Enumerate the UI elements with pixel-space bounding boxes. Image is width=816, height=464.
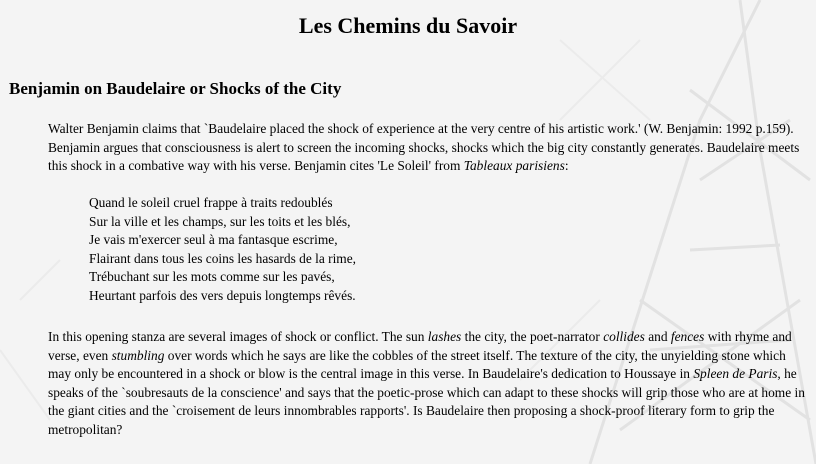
poem-block [89, 194, 356, 305]
poem-line: Heurtant parfois des vers depuis longtemps rêvés. [89, 287, 356, 303]
poem-line: Sur la ville et les champs, sur les toits et les blés, [89, 213, 351, 229]
poem-line: Flairant dans tous les coins les hasards de la rime, [89, 250, 357, 266]
article-heading: Benjamin on Baudelaire or Shocks of the City [9, 79, 342, 98]
italic-title: Tableaux parisiens [463, 158, 565, 173]
poem-line: Quand le soleil cruel frappe à traits redoublés [89, 195, 333, 210]
site-title: Les Chemins du Savoir [298, 13, 518, 38]
analysis-paragraph: In this opening stanza are several images of shock or conflict. The sun lashes the city, the poet-narrator collides and fences with rhyme and verse, even stumbling over words which he says are like the cobbles of the street itself. The texture of the city, the unyielding stone which may only be encountered in a shock or blow is the central image in this verse. In Baudelaire's dedication to Houssaye in Spleen de Paris, he speaks of the `soubresauts de la conscience' and says that the poetic-prose which can adapt to these shocks will grip those who are at home in the giant cities and the `croisement de leurs innombrables rapports'. Is Baudelaire then proposing a shock-proof literary form to grip the metropolitan? [48, 329, 805, 437]
poem-line: Trébuchant sur les mots comme sur les pavés, [89, 269, 335, 284]
intro-paragraph: Walter Benjamin claims that `Baudelaire placed the shock of experience at the very centre of his artistic work.' (W. Benjamin: 1992 p.159). Benjamin argues that consciousness is alert to screen the incoming shocks, shocks which the big city constantly generates. Baudelaire meets this shock in a combative way with his verse. Benjamin cites 'Le Soleil' from Tableaux parisiens: [48, 121, 800, 173]
poem-line: Je vais m'exercer seul à ma fantasque escrime, [89, 232, 338, 247]
